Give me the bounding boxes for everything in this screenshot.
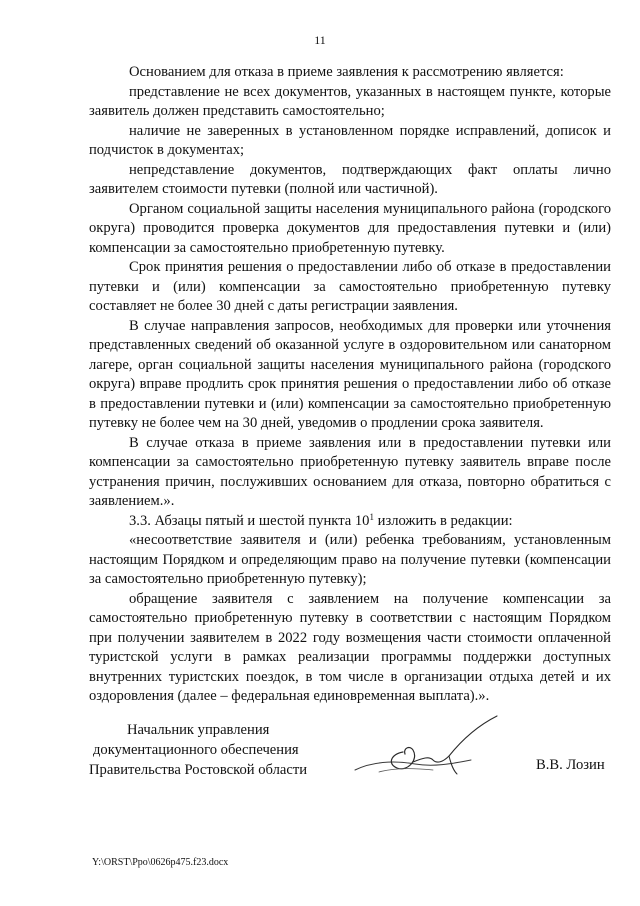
paragraph: наличие не заверенных в установленном порядке исправлений, дописок и подчисток в документах;: [89, 122, 611, 158]
paragraph: В случае направления запросов, необходимых для проверки или уточнения представленных сведений об оказанной услуге в оздоровительном или санаторном лагере, орган социальной защиты населения муниципального района (городского округа) вправе продлить срок принятия решения о предоставлении либо об отказе в предоставлении путевки и (или) компенсации за самостоятельно приобретенную путевку не более чем на 30 дней, уведомив о продлении срока заявителя.: [89, 317, 611, 431]
file-path-footer: Y:\ORST\Ppo\0626p475.f23.docx: [92, 857, 229, 868]
amendment-text-before: 3.3. Абзацы пятый и шестой пункта 10: [129, 512, 370, 529]
paragraph: непредставление документов, подтверждающих факт оплаты лично заявителем стоимости путевки (полной или частичной).: [89, 161, 611, 197]
handwritten-signature: [353, 712, 503, 784]
signatory-title-line: документационного обеспечения: [93, 742, 299, 758]
paragraph: Органом социальной защиты населения муниципального района (городского округа) проводится проверка документов для предоставления путевки и (или) компенсации за самостоятельно приобретенную путевку.: [89, 200, 611, 256]
signatory-title: [89, 720, 329, 780]
page-number: 11: [314, 33, 326, 47]
paragraph-amendment-heading: [89, 512, 611, 532]
paragraph: Основанием для отказа в приеме заявления к рассмотрению является:: [129, 64, 564, 80]
document-body: [89, 63, 611, 707]
paragraph: обращение заявителя с заявлением на получение компенсации за самостоятельно приобретенную путевку в соответствии с настоящим Порядком при получении заявителем в 2022 году возмещения части стоимости оплаченной туристской услуги в рамках реализации программы поддержки доступных внутренних туристских поездок, в том числе в организации отдыха детей и их оздоровления (далее – федеральная единовременная выплата).».: [89, 590, 611, 704]
paragraph: В случае отказа в приеме заявления или в предоставлении путевки или компенсации за самостоятельно приобретенную путевку заявитель вправе после устранения причин, послуживших основанием для отказа, повторно обратиться с заявлением.».: [89, 434, 611, 509]
signatory-title-line: Начальник управления: [127, 722, 270, 738]
signatory-name: В.В. Лозин: [536, 757, 605, 773]
paragraph: «несоответствие заявителя и (или) ребенка требованиям, установленным настоящим Порядком и определяющим право на получение путевки (компенсации за самостоятельно приобретенную путевку);: [89, 532, 611, 587]
signatory-title-line: Правительства Ростовской области: [89, 762, 308, 778]
paragraph: представление не всех документов, указанных в настоящем пункте, которые заявитель должен представить самостоятельно;: [89, 83, 611, 119]
paragraph: Срок принятия решения о предоставлении либо об отказе в предоставлении путевки и (или) компенсации за самостоятельно приобретенную путевку составляет не более 30 дней с даты регистрации заявления.: [89, 259, 611, 314]
amendment-text-after: изложить в редакции:: [373, 512, 513, 529]
superscript-index: 1: [369, 511, 374, 522]
